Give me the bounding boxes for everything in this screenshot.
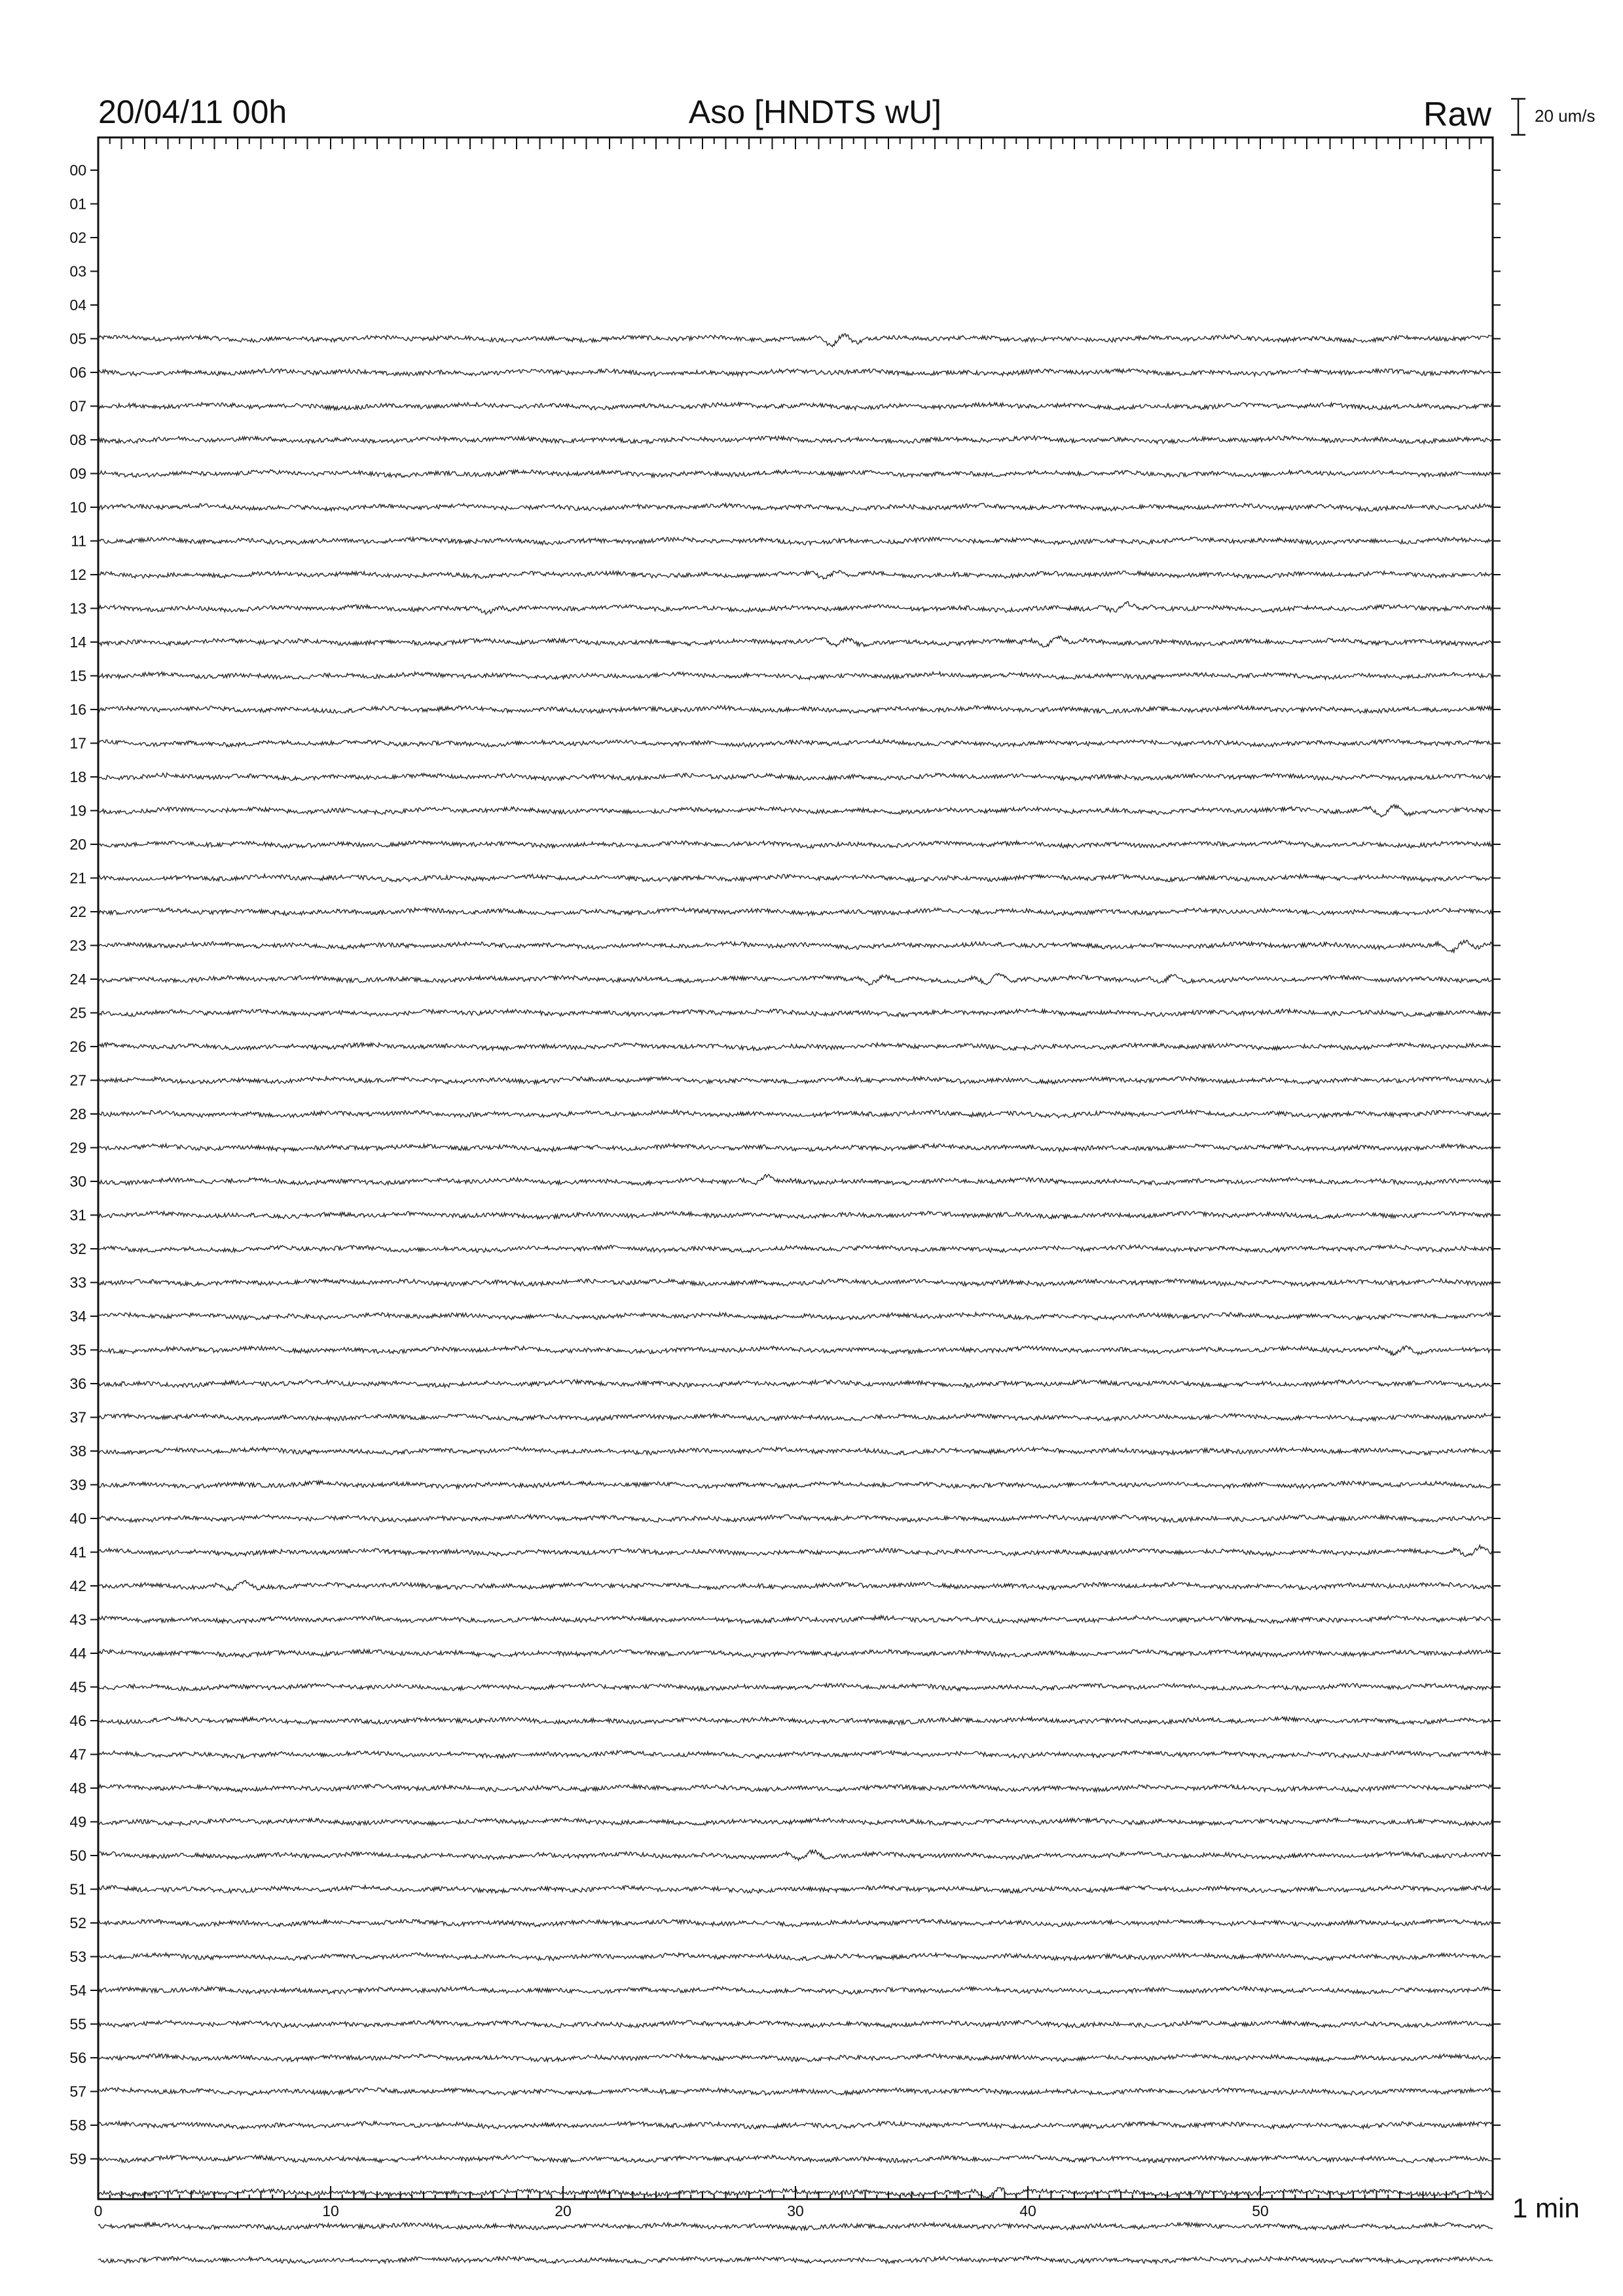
row-label: 52 (69, 1914, 86, 1931)
row-label: 25 (69, 1004, 86, 1022)
row-label: 53 (69, 1948, 86, 1965)
row-label: 01 (69, 195, 86, 213)
row-label: 58 (69, 2117, 86, 2134)
row-label: 33 (69, 1274, 86, 1291)
x-tick-label: 40 (1019, 2202, 1036, 2219)
row-label: 18 (69, 768, 86, 785)
row-label: 22 (69, 903, 86, 920)
row-label: 57 (69, 2083, 86, 2100)
row-label: 08 (69, 431, 86, 448)
row-label: 42 (69, 1577, 86, 1594)
row-label: 28 (69, 1105, 86, 1122)
row-label: 10 (69, 499, 86, 516)
row-label: 14 (69, 634, 86, 651)
x-tick-label: 20 (555, 2202, 572, 2219)
row-label: 36 (69, 1375, 86, 1392)
row-label: 56 (69, 2049, 86, 2066)
row-label: 54 (69, 1982, 86, 1999)
row-label: 03 (69, 262, 86, 280)
row-label: 21 (69, 869, 86, 887)
row-label: 35 (69, 1341, 86, 1359)
row-label: 19 (69, 802, 86, 819)
row-label: 06 (69, 364, 86, 381)
x-axis-unit-label: 1 min (1512, 2193, 1580, 2223)
row-label: 29 (69, 1139, 86, 1157)
row-label: 16 (69, 701, 86, 718)
row-label: 46 (69, 1712, 86, 1729)
row-label: 07 (69, 397, 86, 415)
row-label: 15 (69, 667, 86, 685)
row-label: 04 (69, 296, 86, 314)
row-label: 26 (69, 1038, 86, 1055)
row-label: 24 (69, 971, 86, 988)
row-label: 51 (69, 1880, 86, 1898)
x-tick-label: 30 (787, 2202, 804, 2219)
top-minute-ticks (98, 137, 1493, 149)
x-tick-label: 50 (1252, 2202, 1269, 2219)
row-label: 48 (69, 1780, 86, 1797)
row-label: 12 (69, 566, 86, 583)
row-label: 40 (69, 1510, 86, 1527)
row-label: 11 (71, 532, 86, 550)
row-label: 27 (69, 1071, 86, 1089)
x-tick-label: 10 (322, 2202, 339, 2219)
scale-label: 20 um/s (1535, 106, 1596, 126)
mode-label: Raw (1423, 96, 1491, 134)
row-label: 05 (69, 330, 86, 348)
row-label: 13 (69, 600, 86, 617)
row-label: 41 (69, 1543, 86, 1561)
row-label: 02 (69, 229, 86, 246)
row-label: 34 (69, 1308, 86, 1325)
row-label: 55 (69, 2015, 86, 2033)
row-label: 38 (69, 1443, 86, 1460)
row-label: 09 (69, 465, 86, 482)
row-label: 47 (69, 1746, 86, 1763)
x-tick-label: 0 (94, 2202, 103, 2219)
row-label: 43 (69, 1611, 86, 1628)
date-label: 20/04/11 00h (98, 94, 287, 130)
row-label: 20 (69, 836, 86, 853)
row-label: 50 (69, 1847, 86, 1864)
row-label: 44 (69, 1645, 86, 1662)
row-label: 23 (69, 937, 86, 954)
row-label: 30 (69, 1173, 86, 1190)
row-label: 32 (69, 1240, 86, 1257)
row-label: 00 (69, 162, 86, 179)
row-label: 49 (69, 1813, 86, 1831)
row-label: 37 (69, 1408, 86, 1426)
row-label: 39 (69, 1476, 86, 1494)
row-label: 45 (69, 1678, 86, 1696)
chart-title: Aso [HNDTS wU] (688, 94, 942, 130)
row-label: 31 (69, 1206, 86, 1224)
row-label: 59 (69, 2150, 86, 2168)
row-label: 17 (69, 734, 86, 752)
